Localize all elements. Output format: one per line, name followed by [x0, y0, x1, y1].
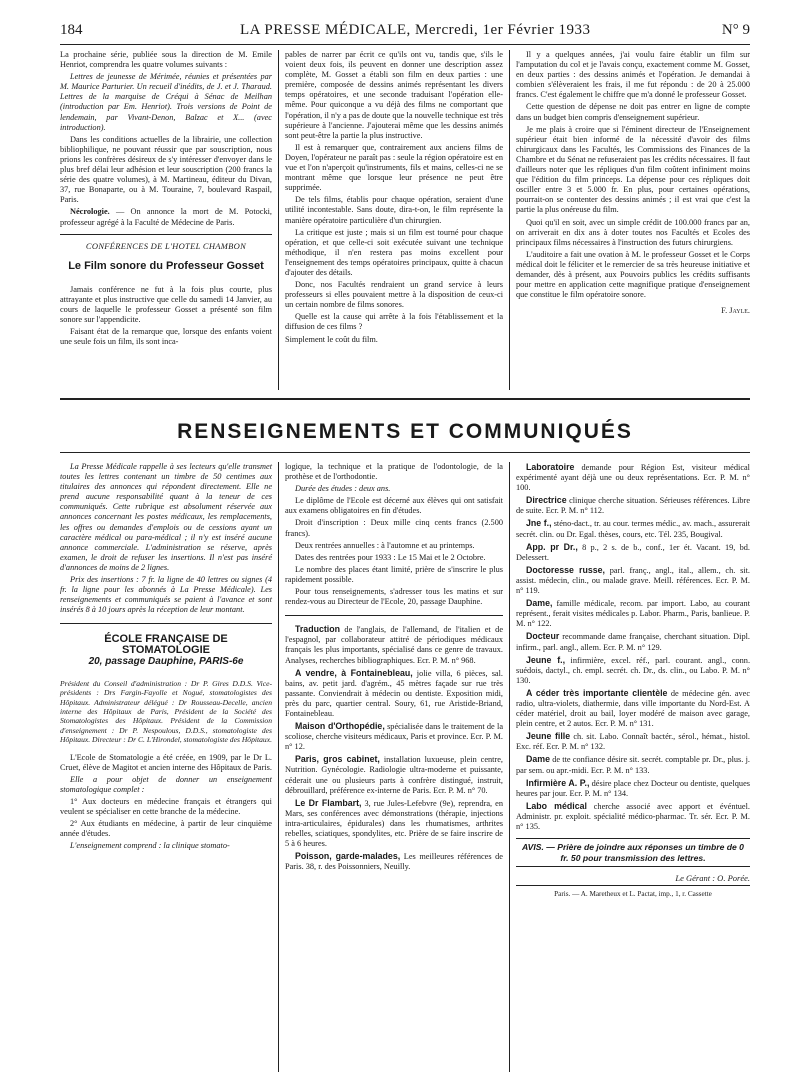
paragraph: Le nombre des places étant limité, prière de s'inscrire le plus rapidement possible.	[285, 564, 503, 584]
conference-heading: CONFÉRENCES DE L'HOTEL CHAMBON	[85, 240, 247, 251]
page-number: 184	[60, 22, 83, 38]
classified-ad	[516, 565, 750, 596]
ad-text: de tte confiance désire sit. secrét. comptable pr. Dr., plus. j. par sem. ou apr.-midi. Ecr. P. M. n° 133.	[516, 755, 750, 775]
ad-lead: Jeune fille	[526, 731, 571, 742]
classified-ad	[516, 655, 750, 686]
bottom-column-3	[516, 462, 750, 899]
ad-text: ch. sit. Labo. Connaît bactér., sérol., hémat., histol. Exc. réf. Ecr. P. M. n° 132.	[516, 732, 750, 752]
header-rule	[60, 44, 750, 45]
ad-text: infirmière, excel. réf., parl. courant. angl., conn. suédois, dactyl., ch. empl. secrét. ch. Dr., ds. clin., ou Labo. P. M. n° 130.	[516, 655, 751, 685]
prices-paragraph: Prix des insertions : 7 fr. la ligne de 40 lettres ou signes (4 fr. la ligne pour les abonnés à La Presse Médicale). Les renseignements et communiqués se paient à l'avance et sont insérés 8 à 10 jours après la réception de leur montant.	[60, 575, 272, 615]
paragraph: 2° Aux étudiants en médecine, à partir de leur cinquième année d'études.	[60, 819, 272, 839]
bottom-column-2	[285, 462, 503, 874]
classified-ad	[516, 801, 750, 832]
manager-signature: Le Gérant : O. Porée.	[675, 873, 750, 884]
paragraph: 1° Aux docteurs en médecine français et étrangers qui veulent se spécialiser en cette branche de la médecine.	[60, 796, 272, 816]
page-header	[60, 20, 750, 42]
paragraph: Le diplôme de l'Ecole est décerné aux élèves qui ont satisfait aux examens obligatoires en fin d'études.	[285, 496, 503, 516]
school-title: ÉCOLE FRANÇAISE DE STOMATOLOGIE	[104, 633, 228, 656]
column-divider	[509, 50, 510, 390]
classified-ad	[516, 542, 750, 563]
column-divider	[278, 462, 279, 1072]
ad-lead: Labo médical	[526, 800, 587, 811]
ad-text: jolie villa, 6 pièces, sal. bains, av. petit jard. d'agrém., 45 mètres façade sur rue très passante. Conviendrait à médecin ou dentiste. Exposition midi, près du parc, quartier central. Soury, 61, rue Aristide-Briand, Fontainebleau.	[285, 668, 503, 718]
ad-text: 8 p., 2 s. de b., conf., 1er ét. Vacant. 19, bd. Delessert.	[516, 542, 750, 562]
ad-lead: Jne f.,	[526, 518, 552, 529]
ad-lead: A céder très importante clientèle	[526, 687, 668, 698]
paragraph: Il est à remarquer que, contrairement aux anciens films de Doyen, l'opérateur ne paraît pas : seule la région opératoire est en vue et l'on n'aperçoit qu'instruments, fils et mains, celles-ci ne se montrant même que lorsque leur présence ne peut être supprimée.	[285, 142, 503, 193]
paragraph: Quoi qu'il en soit, avec un simple crédit de 100.000 francs par an, on arriverait en dix ans à doter toutes nos Facultés et Ecoles des principaux films nécessaires à l'instruction des futurs chirurgiens.	[516, 217, 750, 247]
paragraph: L'Ecole de Stomatologie a été créée, en 1909, par le Dr L. Cruet, élève de Magitot et ancien interne des Hôpitaux de Paris.	[60, 752, 272, 772]
top-column-2	[285, 50, 503, 347]
paragraph: Droit d'inscription : Deux mille cinq cents francs (2.500 francs).	[285, 518, 503, 538]
ad-text: de médecine gén. avec radio, ultra-violets, diathermie, dans ville importante du Nord-Est. A céder matériel, droit au bail, loyer modéré de maison avec garage, plein centre, et 2 autos. Ecr. P. M. n° 131.	[516, 688, 750, 729]
ad-text: désire place chez Docteur ou dentiste, quelques heures par jour. Ecr. P. M. n° 134.	[516, 778, 750, 798]
column-divider	[278, 50, 279, 390]
paragraph: Quelle est la cause qui arrête à la fois l'établissement et la diffusion de ces films ?	[285, 312, 503, 332]
paragraph: L'auditoire a fait une ovation à M. le professeur Gosset et le Corps médical doit le féliciter et le remercier de sa très heureuse initiative et demander, dès à présent, aux Pouvoirs publics les crédits suffisants pour mettre en application cette magnifique pratique d'enseignement que constitue le film opératoire sonore.	[516, 249, 750, 300]
ad-text: de l'anglais, de l'allemand, de l'italien et de l'espagnol, par collaborateur attitré de périodiques médicaux français les plus importants, spécialisé dans ce genre de travaux. Analyses, recherches bibliographiques. Ecr. P. M. n° 968.	[285, 625, 504, 665]
ad-lead: Docteur	[526, 631, 560, 642]
ad-text: famille médicale, recom. par import. Labo, au courant représent., ferait visites médicales p. Labor. Pharm., Paris, banlieue. P. M. n° 122.	[516, 599, 751, 629]
classified-ads	[516, 462, 750, 832]
ad-lead: A vendre, à Fontainebleau,	[295, 667, 413, 678]
classified-ad	[516, 754, 750, 775]
ad-lead: Le Dr Flambart,	[295, 797, 362, 808]
ad-text: cherche associé avec apport et événtuel. Administr. pr. exploit. spécialité médico-pharmac. Tr. sér. Ecr. P. M. n° 135.	[516, 801, 750, 831]
ad-lead: Paris, gros cabinet,	[295, 754, 380, 765]
paragraph: Lettres de jeunesse de Mérimée, réunies et présentées par M. Maurice Parturier. Un recueil d'inédits, de J. et J. Tharaud. Lettres de la marquise de Créqui à Sénac de Meilhan (introduction par Em. Henriot). Trois versions de Point de lendemain, par Vivant-Denon, Balzac et X... (avec introduction).	[60, 72, 272, 132]
bottom-column-1	[60, 462, 272, 853]
paragraph: Durée des études : deux ans.	[295, 484, 391, 494]
journal-title: LA PRESSE MÉDICALE, Mercredi, 1er Février 1933	[240, 22, 591, 38]
ad-lead: Dame,	[526, 598, 553, 609]
classified-ad	[516, 778, 750, 799]
paragraph: Jamais conférence ne fut à la fois plus courte, plus attrayante et plus instructive que celle du samedi 14 Janvier, au cours de laquelle le professeur Gosset a présenté son film sonore sur l'appendicite.	[60, 284, 272, 325]
paragraph: Faisant état de la remarque que, lorsque des enfants voient une seule fois un film, ils sont inca-	[60, 327, 272, 347]
paragraph: La critique est juste ; mais si un film est tourné pour chaque opération, et que celle-ci soit exécutée suivant une technique méthodique, il n'en restera pas moins excellent pour l'enseignement des temps opératoires principaux, quitte à chacun d'ajouter des détails.	[285, 227, 503, 277]
paragraph: Je me plais à croire que si l'éminent directeur de l'Enseignement supérieur était bien informé de la nécessité d'avoir des films chirurgicaux dans les Facultés, les Commissions des Finances de la Chambre et du Sénat ne refuseraient pas les crédits nécessaires. Il faut d'ailleurs noter que les répliques d'un film coûtent infiniment moins que l'édition du film princeps. La dépense pour ces répliques doit osciller entre 3 et 5.000 fr. En plus, pour certaines opérations, pourrait-on se contenter des dessins animés ; il est vrai que c'est la partie la plus onéreuse du film.	[516, 124, 750, 215]
classified-ad	[516, 495, 750, 516]
classified-ad	[285, 754, 503, 795]
ad-text: Les meilleures références de Paris. 38, r. des Poissonniers, Neuilly.	[285, 852, 503, 872]
ad-text: clinique cherche situation. Sérieuses références. Libre de suite. Ecr. P. M. n° 112.	[516, 496, 750, 516]
ad-lead: Laboratoire	[526, 462, 575, 472]
classified-ad	[285, 624, 503, 665]
ad-text: spécialisée dans le traitement de la scoliose, cherche visiteurs médicaux, Paris et province. Ecr. P. M. n° 12.	[285, 722, 503, 752]
printer-line: Paris. — A. Maretheux et L. Pactat, imp., 1, r. Cassette	[516, 885, 750, 899]
paragraph: logique, la technique et la pratique de l'odontologie, de la prothèse et de l'orthodontie.	[285, 462, 503, 482]
paragraph: Donc, nos Facultés rendraient un grand service à leurs professeurs si elles pouvaient mettre à la disposition de ceux-ci un certain nombre de films sonores.	[285, 280, 503, 310]
classified-ad	[516, 731, 750, 752]
necrology-paragraph	[60, 207, 272, 227]
classified-ad	[285, 851, 503, 872]
ad-lead: Maison d'Orthopédie,	[295, 721, 385, 732]
ad-text: installation luxueuse, plein centre, Nutrition. Gynécologie. Radiologie ultra-moderne et puissante, céderait une ou plusieurs parts à confrère distingué, instruit, débrouillard, préférence ex-interne de Paris. Ecr. P. M. n° 70.	[285, 755, 503, 795]
author-signature: F. Jayle.	[721, 306, 750, 316]
ad-lead: Directrice	[526, 495, 567, 506]
ad-text: sténo-dact., tr. au cour. termes médic., av. mach., assurerait secrét. clin. ou Dr. Egal. thèses, cours, etc. Tél. 235, Bougival.	[516, 519, 750, 539]
notice-box: AVIS. — Prière de joindre aux réponses un timbre de 0 fr. 50 pour transmission des lettres.	[516, 838, 750, 867]
top-column-3	[516, 50, 750, 316]
ad-lead: Dame	[526, 754, 550, 765]
column-divider	[509, 462, 510, 1072]
paragraph: Elle a pour objet de donner un enseignement stomatologique complet :	[60, 774, 272, 794]
paragraph: Dans les conditions actuelles de la librairie, une collection bibliophilique, ne pouvant réussir que par souscription, nous prions les confrères désireux de s'y intéresser d'envoyer dans le plus bref délai leur adhésion et leur souscription (200 francs la série des quatre volumes), à M. Martineau, éditeur du Divan, 37, rue Bonaparte, ou à M. Touraine, 7, boulevard Raspail, Paris.	[60, 134, 272, 205]
paragraph: Il y a quelques années, j'ai voulu faire établir un film sur l'amputation du col et je l'avais conçu, exactement comme M. Gosset, en deux parties : des dessins animés et l'opération. Je demandai à combien s'élèveraient les frais, il me fut répondu : de 20 à 25.000 francs. C'est également le chiffre que m'a donné le professeur Gosset.	[516, 50, 750, 100]
ad-text: demande pour Région Est, visiteur médical expérimenté ayant déjà une ou deux représentations. Ecr. P. M. n° 100.	[516, 463, 750, 493]
paragraph: De tels films, établis pour chaque opération, seraient d'une utilité incontestable. Sans doute, dira-t-on, le film représente la manière opératoire particulière d'un chirurgien.	[285, 195, 503, 225]
section-rule	[60, 452, 750, 453]
ad-text: 3, rue Jules-Lefebvre (9e), reprendra, en Mars, ses conférences avec démonstrations (thérapie, injections intra-articulaires, épidurales) dans les rhumatismes, arthrites rebelles, sciatiques, spondylites, etc. Prière de se faire inscrire de 5 à 6 heures.	[285, 798, 503, 849]
ad-lead: Doctoresse russe,	[526, 564, 605, 575]
classified-ads	[285, 624, 503, 872]
ad-lead: Traduction	[295, 624, 340, 635]
paragraph: Dates des rentrées pour 1933 : Le 15 Mai et le 2 Octobre.	[295, 552, 486, 562]
paragraph: Pour tous renseignements, s'adresser tous les matins et sur rendez-vous au Directeur de l'Ecole, 20, passage Dauphine.	[285, 587, 503, 607]
notice-paragraph: La Presse Médicale rappelle à ses lecteurs qu'elle transmet toutes les lettres contenant un timbre de 50 centimes aux titulaires des annonces qui répondent directement. Elle ne prend aucune responsabilité quant à la teneur de ces communiqués. Cette rubrique est absolument réservée aux annonces concernant les postes médicaux, les remplacements, les offres ou demandes d'emplois ou de cessions ayant un caractère médical ou para-médical ; il n'y est inséré aucune annonce commerciale. L'administration se réserve, après examen, le droit de refuser les insertions. Il n'est pas inséré d'annonces de moins de 2 lignes.	[60, 462, 272, 572]
top-column-1	[60, 50, 272, 349]
issue-number: N° 9	[721, 22, 750, 38]
classified-ad	[516, 631, 750, 652]
section-rule	[60, 398, 750, 400]
paragraph: La prochaine série, publiée sous la direction de M. Emile Henriot, comprendra les quatre volumes suivants :	[60, 50, 272, 70]
paragraph: Deux rentrées annuelles : à l'automne et au printemps.	[295, 540, 475, 550]
section-title: RENSEIGNEMENTS ET COMMUNIQUÉS	[177, 420, 633, 443]
ad-lead: Infirmière A. P.,	[526, 777, 590, 788]
classified-ad	[516, 688, 750, 729]
school-address: 20, passage Dauphine, PARIS-6e	[88, 655, 244, 667]
paragraph: Simplement le coût du film.	[285, 334, 378, 344]
classified-ad	[285, 721, 503, 752]
ad-text: parl. franç., angl., ital., allem., ch. sit. assist. médecin, clin., ou malade grave. Meill. références. Ecr. P. M. n° 119.	[516, 565, 751, 596]
paragraph: pables de narrer par écrit ce qu'ils ont vu, tandis que, s'ils le voient deux fois, ils peuvent en donner une description assez complète, M. Gosset a établi son film en deux parties : une première, composée de dessins animés représentant les divers temps opératoires, et une seconde traduisant l'opération elle-même. Pour quiconque a vu déjà des films ne comportant que l'opération, il n'y a pas de doute que la nouvelle technique est très supérieure à l'ancienne. J'ajouterai même que les dessins animés sont peut-être la partie la plus instructive.	[285, 50, 503, 140]
classified-ad	[516, 518, 750, 539]
classified-ad	[516, 598, 750, 629]
classified-ad	[516, 462, 750, 493]
necrology-text: — On annonce la mort de M. Potocki, professeur agrégé à la Faculté de Médecine de Paris.	[60, 207, 272, 227]
necrology-label: Nécrologie.	[70, 207, 110, 217]
ad-lead: Poisson, garde-malades,	[295, 851, 401, 862]
ad-text: recommande dame française, cherchant situation. Dipl. infirm., parl. angl., allem. Ecr. P. M. n° 129.	[516, 632, 751, 652]
school-staff: Président du Conseil d'administration : Dr P. Gires D.D.S. Vice-présidents : Drs Fargin-Fayolle et Nogué, stomatologistes des Hôpitaux. Administrateur délégué : Dr Rousseau-Decelle, ancien interne des Hôpitaux de Paris, Président de la Société des Stomatologistes des Hôpitaux. Président de la Commission d'enseignement : Dr P. Nespoulous, D.D.S., stomatologiste des Hôpitaux. Directeur : Dr C. L'Hirondel, stomatologiste des Hôpitaux.	[60, 678, 272, 745]
ad-lead: App. pr Dr.,	[526, 541, 578, 552]
classified-ad	[285, 798, 503, 849]
paragraph: Cette question de dépense ne doit pas entrer en ligne de compte dans un budget bien compris d'enseignement supérieur.	[516, 102, 750, 122]
classified-ad	[285, 668, 503, 719]
paragraph: L'enseignement comprend : la clinique stomato-	[70, 841, 230, 851]
ad-lead: Jeune f.,	[526, 654, 566, 665]
article-title: Le Film sonore du Professeur Gosset	[68, 259, 264, 272]
